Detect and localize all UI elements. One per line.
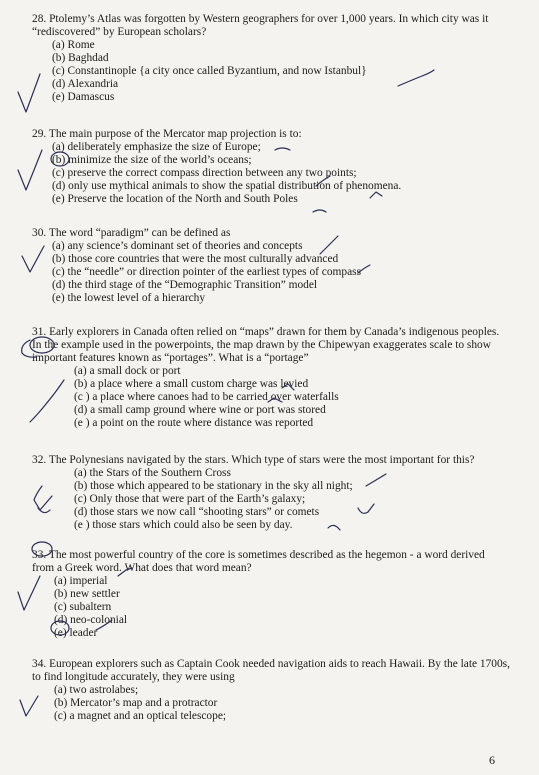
question-30-option-e: (e) the lowest level of a hierarchy <box>52 292 206 304</box>
question-28-option-d: (d) Alexandria <box>52 78 119 90</box>
question-33-option-d: (d) neo-colonial <box>54 614 128 626</box>
question-30 <box>32 227 510 305</box>
question-30-stem: 30. The word “paradigm” can be defined as <box>32 227 231 239</box>
question-28-option-b: (b) Baghdad <box>52 52 109 64</box>
question-31-option-a: (a) a small dock or port <box>74 365 181 377</box>
question-29-stem: 29. The main purpose of the Mercator map projection is to: <box>32 128 302 140</box>
pen-tick <box>313 210 326 212</box>
question-33-option-b: (b) new settler <box>54 588 120 600</box>
question-33 <box>32 549 502 640</box>
question-29 <box>32 128 510 206</box>
question-28 <box>32 13 510 104</box>
question-32-option-e: (e ) those stars which could also be seen by day. <box>74 519 293 531</box>
question-32-stem: 32. The Polynesians navigated by the stars. Which type of stars were the most important for this? <box>32 454 475 466</box>
question-31-option-c: (c ) a place where canoes had to be carried over waterfalls <box>74 391 339 403</box>
question-33-option-c: (c) subaltern <box>54 601 112 613</box>
question-30-option-b: (b) those core countries that were the most culturally advanced <box>52 253 339 265</box>
question-33-option-a: (a) imperial <box>54 575 108 587</box>
question-33-option-e: (e) leader <box>54 627 98 639</box>
question-33-stem: 33. The most powerful country of the core is sometimes described as the hegemon - a word derived from a Greek word. What does that word mean? <box>32 549 485 574</box>
question-31-option-e: (e ) a point on the route where distance was reported <box>74 417 314 429</box>
page-number: 6 <box>489 753 495 767</box>
question-30-option-c: (c) the “needle” or direction pointer of the earliest types of compass <box>52 266 362 278</box>
question-30-option-d: (d) the third stage of the “Demographic Transition” model <box>52 279 318 291</box>
question-28-stem: 28. Ptolemy’s Atlas was forgotten by Western geographers for over 1,000 years. In which city was it “rediscovered” by European scholars? <box>32 13 489 38</box>
question-34-option-a: (a) two astrolabes; <box>54 684 139 696</box>
question-31-option-d: (d) a small camp ground where wine or port was stored <box>74 404 326 416</box>
question-29-option-b: (b) minimize the size of the world’s oceans; <box>52 154 252 166</box>
question-32-option-a: (a) the Stars of the Southern Cross <box>74 467 231 479</box>
question-29-option-c: (c) preserve the correct compass direction between any two points; <box>52 167 357 179</box>
question-28-option-e: (e) Damascus <box>52 91 115 103</box>
question-29-option-d: (d) only use mythical animals to show the spatial distribution of phenomena. <box>52 180 402 192</box>
question-29-option-e: (e) Preserve the location of the North and South Poles <box>52 193 298 205</box>
question-32-option-c: (c) Only those that were part of the Earth’s galaxy; <box>74 493 306 505</box>
question-32-option-d: (d) those stars we now call “shooting stars” or comets <box>74 506 320 518</box>
question-34-option-b: (b) Mercator’s map and a protractor <box>54 697 218 709</box>
question-28-option-a: (a) Rome <box>52 39 95 51</box>
question-28-option-c: (c) Constantinople {a city once called Byzantium, and now Istanbul} <box>52 65 367 77</box>
question-34-option-c: (c) a magnet and an optical telescope; <box>54 710 227 722</box>
question-34-stem: 34. European explorers such as Captain Cook needed navigation aids to reach Hawaii. By the late 1700s, to find longitude accurately, they were using <box>32 658 510 683</box>
question-32 <box>32 454 510 532</box>
question-31 <box>32 326 507 430</box>
question-29-option-a: (a) deliberately emphasize the size of Europe; <box>52 141 261 153</box>
question-34 <box>32 658 510 723</box>
question-31-stem: 31. Early explorers in Canada often relied on “maps” drawn for them by Canada’s indigenous peoples. In the example used in the powerpoints, the map drawn by the Chipewyan exaggerates scale to show important features known as “portages”. What is a “portage” <box>32 326 500 364</box>
question-30-option-a: (a) any science’s dominant set of theories and concepts <box>52 240 303 252</box>
question-32-option-b: (b) those which appeared to be stationary in the sky all night; <box>74 480 353 492</box>
question-31-option-b: (b) a place where a small custom charge was levied <box>74 378 309 390</box>
